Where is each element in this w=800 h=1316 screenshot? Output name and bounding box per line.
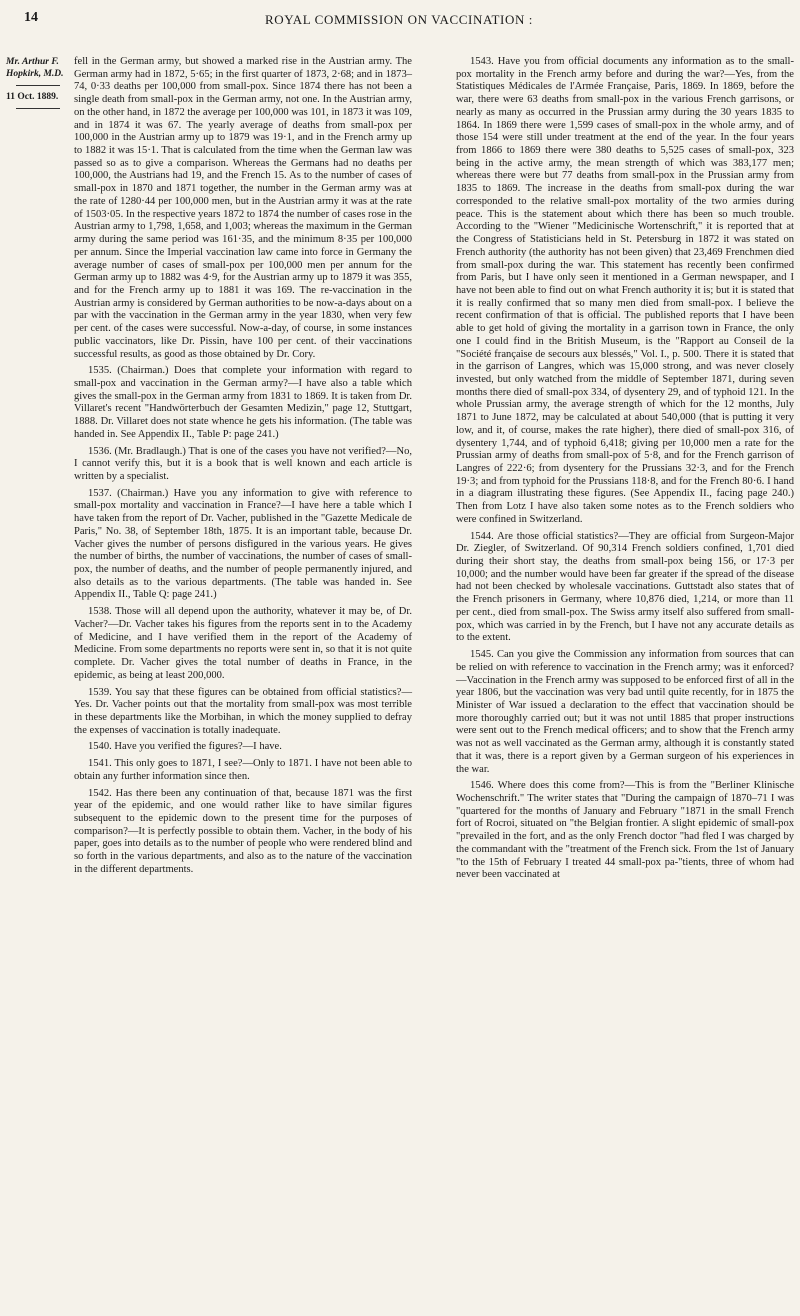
paragraph: 1545. Can you give the Commission any information from sources that can be relied on with reference to vaccination in the French army; was it enforced?—Vaccination in the French army was supposed to be enforced first of all in the year 1806, but the vaccination was very bad until quite recently, for in 1875 the Minister of War issued a declaration to the effect that vaccination should be more thoroughly carried out; but it was not until 1885 that proper instructions were sent out to the French medical officers; and to show that the French army was not as well vaccinated as the German army, although it is constantly stated that it was, there is a report given by a German surgeon of his experiences in the war. (456, 649, 794, 775)
paragraph: 1540. Have you verified the figures?—I have. (88, 741, 282, 753)
paragraph: 1538. Those will all depend upon the authority, whatever it may be, of Dr. Vacher?—Dr. Vacher takes his figures from the reports sent in to the Academy of Medicine, and I have verified them in the report of the Academy of Medicine. From some departments no reports were sent in, so that it is not quite complete. Dr. Vacher gives the total number of deaths in France, in the epidemic, as being at least 200,000. (74, 606, 412, 681)
paragraph: fell in the German army, but showed a marked rise in the Austrian army. The German army had in 1872, 5·65; in the first quarter of 1873, 2·68; and in 1873–74, 0·33 deaths per 100,000 from small-pox. Since 1874 there has not been a single death from small-pox in the German army, not one. In the Austrian army, on the other hand, in 1872 the average per 100,000 was 101, in 1873 it was 109, and in 1874 it was 67. The yearly average of deaths from small-pox per 100,000 in the Austrian army up to 1879 was 19·1, and in the French army up to 1882 it was 15·1. That is calculated from the time when the German law was passed so as to give a comparison. Whereas the Germans had no deaths per 100,000, the Austrians had 19, and the French 15. As to the number of cases of small-pox in 1870 and 1871 together, the number in the German army was at the rate of 1280·44 per 100,000 men, but in the Austrian army it was at the rate of 1503·05. In the respective years 1872 to 1874 the number of cases rose in the Austrian army to 1,798, 1,658, and 1,003; whereas the maximum in the German army during the same period was 161·35, and the minimum 8·35 per 100,000 per annum. Since the Imperial vaccination law came into force in Germany the average number of cases of small-pox per 100,000 men per annum for the German army up to 1882 was 4·9, for the Austrian army up to 1879 it was 355, and for the French army up to 1881 it was 169. The re-vaccination in the Austrian army is considered by German authorities to be now-a-days about on a par with the vaccination in the German army in the year 1830, when very few per cent. of the cases were successful. Now-a-day, of course, in some instances public vaccinators, like Dr. Pissin, have 100 per cent. of their vaccinations successful results, as good as those obtained by Dr. Cory. (74, 56, 413, 360)
margin-rule (16, 85, 60, 86)
hearing-date: 11 Oct. 1889. (6, 92, 59, 103)
paragraph: 1544. Are those official statistics?—They are official from Surgeon-Major Dr. Ziegler, of Switzerland. Of 90,314 French soldiers confined, 1,701 died during their short stay, the deaths from small-pox being 156, or 17·3 per 10,000; and the number would have been far greater if the spread of the disease had not been checked by wholesale vaccinations. Guttstadt also states that of the French prisoners in Germany, where 10,876 died, 1,214, or more than 11 per cent., died from small-pox. The Swiss army itself also suffered from small-pox, which was carried in by the French, but I have not any accurate details as to the extent. (456, 530, 794, 644)
paragraph: 1536. (Mr. Bradlaugh.) That is one of the cases you have not verified?—No, I cannot verify this, but it is a book that is well known and each article is written by a specialist. (74, 445, 412, 482)
right-column (456, 56, 794, 886)
margin-rule (16, 108, 60, 109)
witness-name: Mr. Arthur F. Hopkirk, M.D. (6, 57, 64, 80)
page-number: 14 (24, 10, 38, 25)
paragraph: 1546. Where does this come from?—This is from the "Berliner Klinische Wochenschrift." The writer states that "During the campaign of 1870–71 I was "quartered for the months of January and February "1871 in the small French fort of Rocroi, situated on "the Belgian frontier. A slight epidemic of small-pox "prevailed in the fort, and as the only French doctor "had fled I was charged by the commandant with the "treatment of the French sick. From the 1st of January "to the 15th of February I treated 44 small-pox pa-"tients, three of whom had never been vaccinated at (456, 780, 794, 881)
paragraph: 1543. Have you from official documents any information as to the small-pox mortality in the French army before and during the war?—Yes, from the Statistiques Médicales de l'Armée Française, Paris, 1869. In 1869, before the war, there were 63 deaths from small-pox in the various French garrisons, or nearly as many as occurred in the Prussian army during the 30 years 1835 to 1864. In 1869 there were 1,599 cases of small-pox in the whole army, and of those 154 were still under treatment at the end of the year. In the four years from 1866 to 1869 there were 380 deaths to 5,525 cases of small-pox, 323 being in the active army, the mean strength of which was 383,177 men; whereas there were but 77 deaths from small-pox in the Prussian army from 1835 to 1869. The increase in the deaths from small-pox during the war corresponded to the relative small-pox mortality of the two armies during peace. This is the statement about which there has been so much trouble. According to the "Wiener "Medicinische Wortenschrift," it is reported that at the Congress of Statisticians held in St. Petersburg in 1872 it was stated on French authority (the authority has not been given) that 23,469 Frenchmen died from small-pox during the war. This statement has recently been confirmed from Paris, but I have only seen it mentioned in a German newspaper, and I have not been able to find out on what French authority it is; but it is stated that it is really confirmed that so many men died from small-pox. I believe the recent confirmation of that is official. The published reports that I have been able to get hold of giving the mortality in a garrison town in France, the only one I could find in the British Museum, is the "Rapport au Conseil de la "Société française de secours aux blessés," Vol. I., p. 500. There it is stated that in the garrison of Langres, which was 15,000 strong, and was never closely invested, but only watched from the middle of September 1871, during seven months there died of small-pox 334, of dysentery 29, and of typhoid 121. In the whole Prussian army, the average strength of which for the 12 months, July 1871 to June 1872, may be calculated at about 540,000 (that is putting it very low, and it, of course, makes the rate higher), there died of small-pox 316, of dysentery 1,744, and of typhoid 6,418; giving per 10,000 men a rate for the Prussian army of deaths from small-pox of 5·8, and for the French garrison of Langres of 222·6; from dysentery for the Prussians 32·3, and for the French 19·3; and from typhoid for the Prussians 118·8, and for the French 80·6. I hand in a diagram illustrating these figures. (See Appendix II., facing page 240.) Then from Lotz I have also taken some notes as to the French soldiers who were confined in Switzerland. (456, 56, 794, 525)
margin-note (6, 56, 70, 114)
running-title: ROYAL COMMISSION ON VACCINATION : (264, 12, 534, 27)
left-column (74, 56, 412, 881)
paragraph: 1535. (Chairman.) Does that complete your information with regard to small-pox and vaccination in the German army?—I have also a table which gives the small-pox in the German army from 1831 to 1869. It is taken from Dr. Villaret's recent "Handwörterbuch der Gesamten Medizin," page 12, Stuttgart, 1888. Dr. Villaret does not state whence he gets his information. (The table was handed in. See Appendix II., Table P: page 241.) (74, 365, 412, 440)
page-header (8, 10, 790, 32)
paragraph: 1542. Has there been any continuation of that, because 1871 was the first year of the epidemic, and one would rather like to have similar figures subsequent to the epidemic down to the present time for the purposes of comparison?—It is perfectly possible to obtain them. Vacher, in the body of his paper, goes into details as to the number of people who were rendered blind and so forth in the various departments, and also as to the nature of the vaccination in the different departments. (74, 787, 412, 875)
paragraph: 1539. You say that these figures can be obtained from official statistics?—Yes. Dr. Vacher points out that the mortality from small-pox was most terrible in these departments like the Morbihan, in which the money supplied to defray the expenses of vaccination is totally inadequate. (74, 686, 412, 736)
paragraph: 1541. This only goes to 1871, I see?—Only to 1871. I have not been able to obtain any further information since then. (74, 758, 412, 782)
paragraph: 1537. (Chairman.) Have you any information to give with reference to small-pox mortality and vaccination in France?—I have here a table which I have taken from the report of Dr. Vacher, published in the "Gazette Medicale de Paris," No. 38, of September 18th, 1875. It is an important table, because Dr. Vacher gives the number of persons disfigured in the various years. He gives the number of births, the number of vaccinations, the number of cases of small-pox, the number of deaths, and the number of people permanently injured, and also details as to the various departments. (The table was handed in. See Appendix II., Table Q: page 241.) (74, 487, 412, 601)
